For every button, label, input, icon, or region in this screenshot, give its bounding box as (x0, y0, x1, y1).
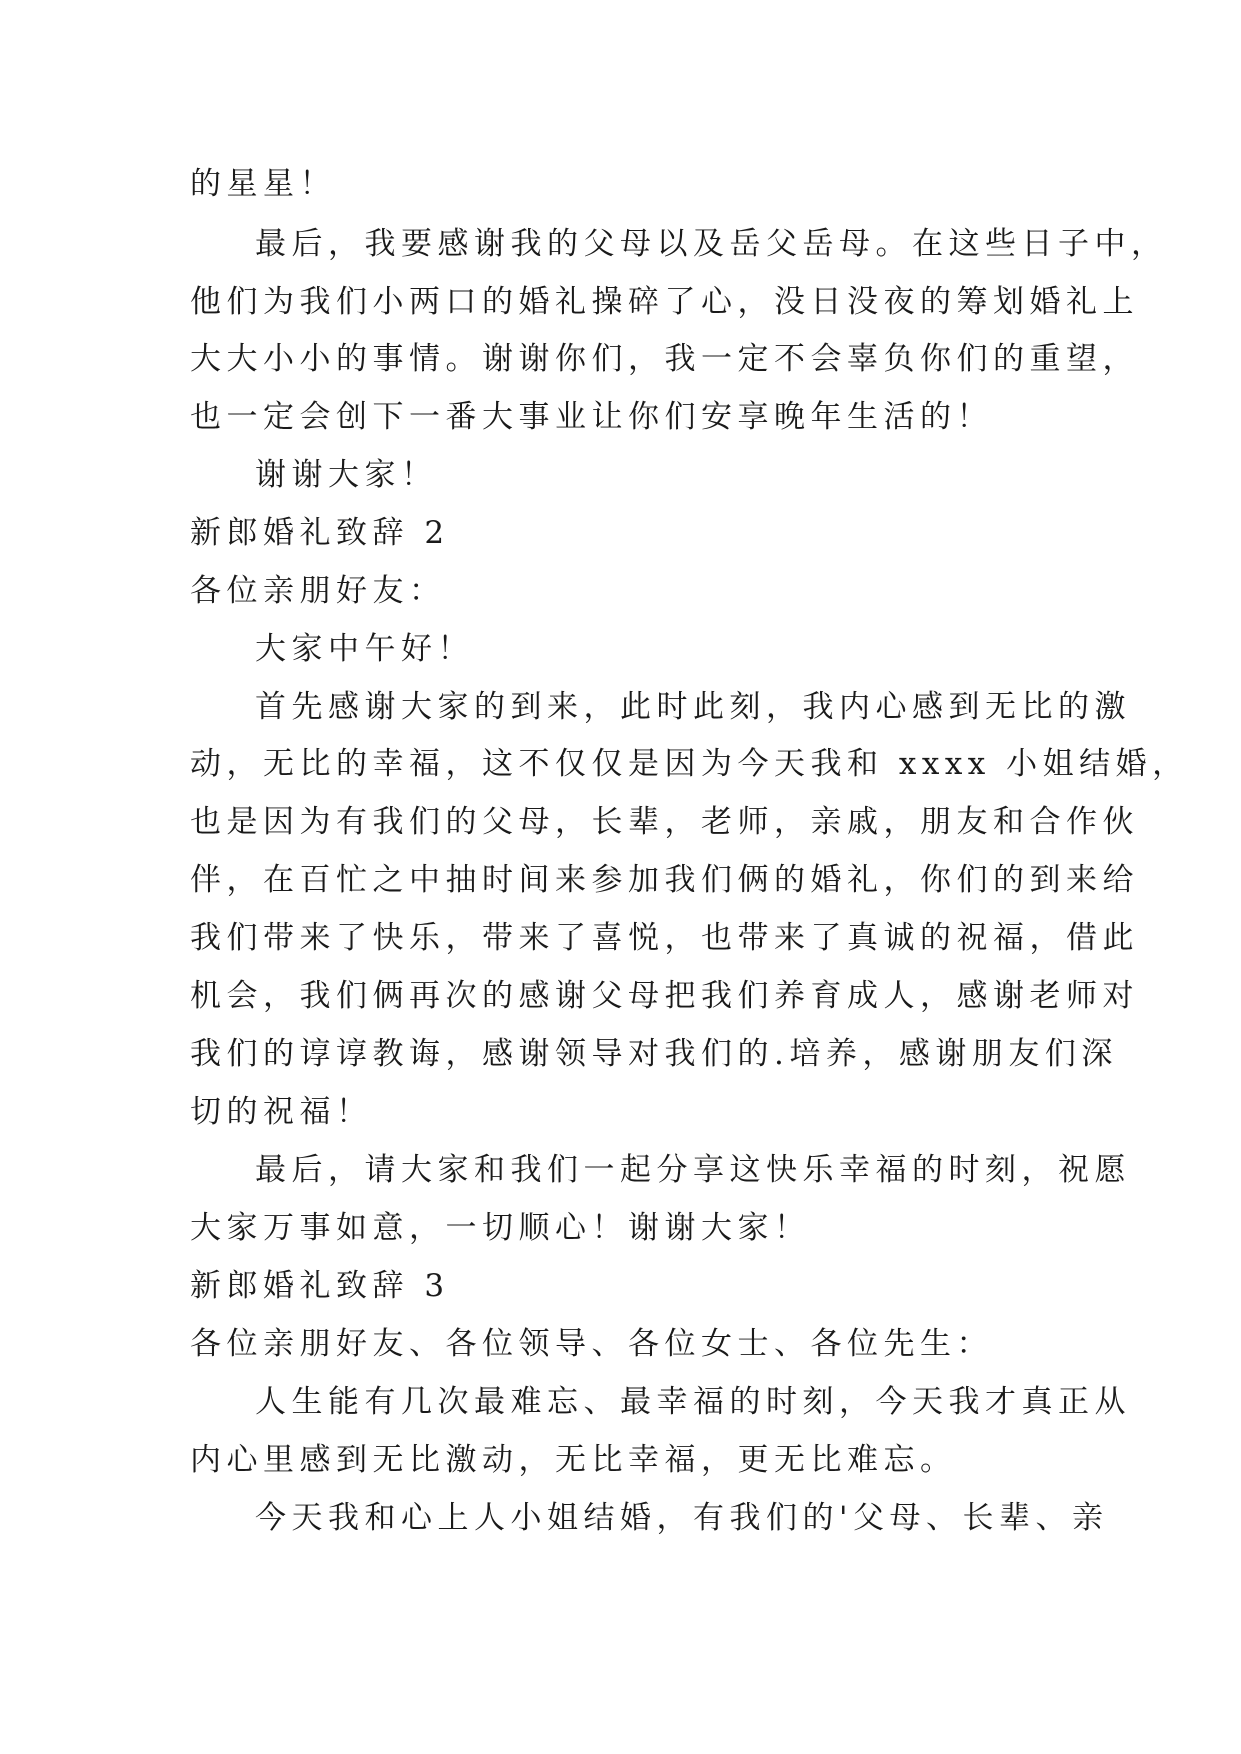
body-text-line: 内心里感到无比激动，无比幸福，更无比难忘。 (190, 1442, 957, 1478)
body-text-line: 我们的谆谆教诲，感谢领导对我们的.培养，感谢朋友们深 (190, 1036, 1118, 1072)
body-text-line: 他们为我们小两口的婚礼操碎了心，没日没夜的筹划婚礼上 (190, 284, 1139, 320)
body-text-line: 大大小小的事情。谢谢你们，我一定不会辜负你们的重望， (190, 341, 1139, 377)
section-heading: 新郎婚礼致辞 2 (190, 515, 450, 551)
body-text-line: 的星星！ (190, 166, 336, 202)
body-text-line: 大家万事如意，一切顺心！谢谢大家！ (190, 1210, 811, 1246)
salutation-line: 各位亲朋好友： (190, 573, 446, 609)
salutation-line: 各位亲朋好友、各位领导、各位女士、各位先生： (190, 1326, 993, 1362)
body-text-line: 伴，在百忙之中抽时间来参加我们俩的婚礼，你们的到来给 (190, 862, 1139, 898)
paragraph-first-line: 人生能有几次最难忘、最幸福的时刻，今天我才真正从 (255, 1384, 1131, 1420)
paragraph-first-line: 最后，我要感谢我的父母以及岳父岳母。在这些日子中， (255, 226, 1168, 262)
paragraph-first-line: 大家中午好！ (255, 631, 474, 667)
body-text-line: 动，无比的幸福，这不仅仅是因为今天我和 xxxx 小姐结婚， (190, 746, 1189, 782)
body-text-line: 也一定会创下一番大事业让你们安享晚年生活的！ (190, 399, 993, 435)
paragraph-first-line: 首先感谢大家的到来，此时此刻，我内心感到无比的激 (255, 689, 1131, 725)
paragraph-first-line: 今天我和心上人小姐结婚，有我们的'父母、长辈、亲 (255, 1500, 1109, 1536)
body-text-line: 也是因为有我们的父母，长辈，老师，亲戚，朋友和合作伙 (190, 804, 1139, 840)
body-text-line: 切的祝福！ (190, 1094, 373, 1130)
paragraph-first-line: 谢谢大家！ (255, 457, 438, 493)
body-text-line: 我们带来了快乐，带来了喜悦，也带来了真诚的祝福，借此 (190, 920, 1139, 956)
body-text-line: 机会，我们俩再次的感谢父母把我们养育成人，感谢老师对 (190, 978, 1139, 1014)
paragraph-first-line: 最后，请大家和我们一起分享这快乐幸福的时刻，祝愿 (255, 1152, 1131, 1188)
section-heading: 新郎婚礼致辞 3 (190, 1268, 450, 1304)
